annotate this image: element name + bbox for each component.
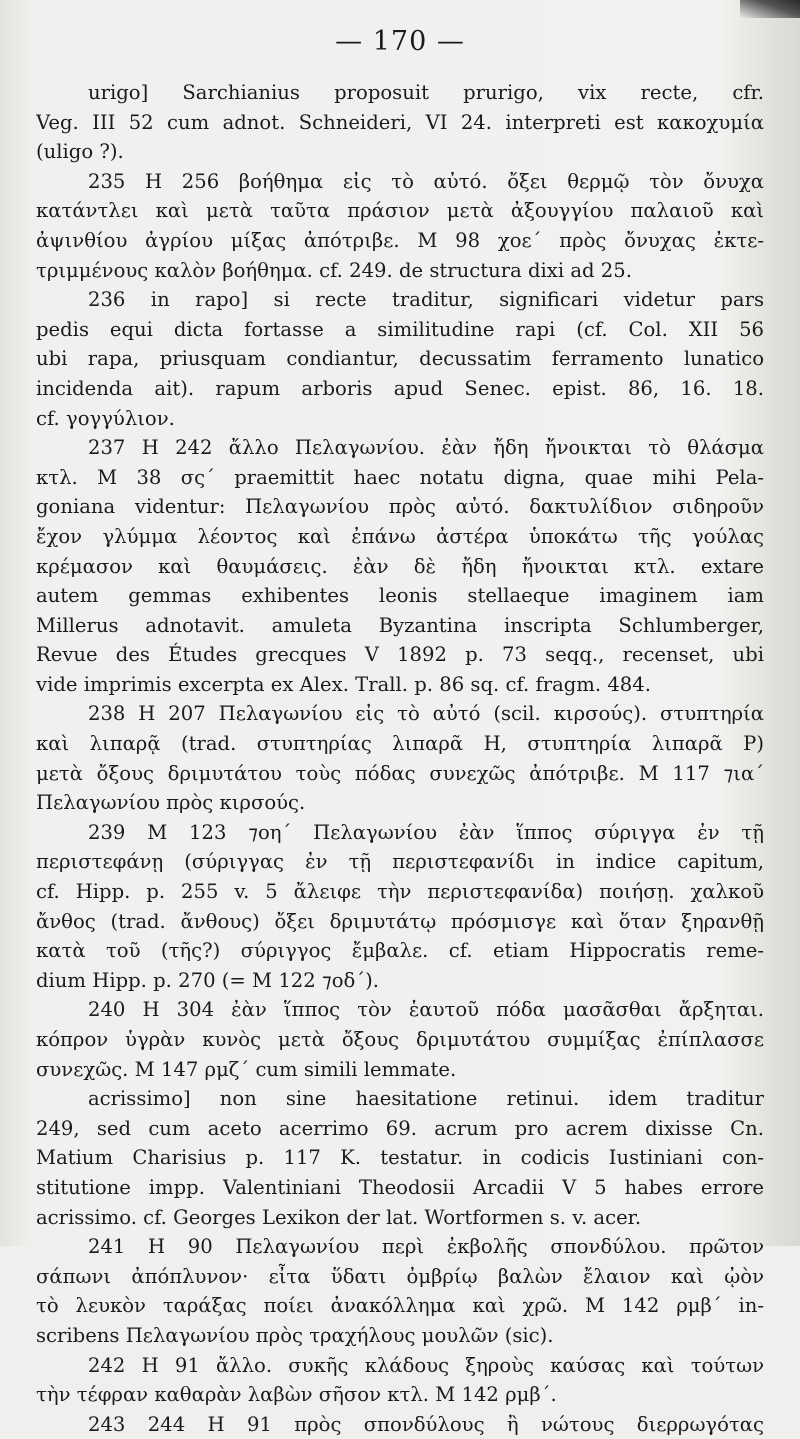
text-line: stitutione impp. Valentiniani Theodosii Arcadii V 5 habes errore [36,1175,764,1199]
text-line: μετὰ ὄξους δριμυτάτου τοὺς πόδας συνεχῶς ἀπότριβε. Μ 117 ⁊ια´ [36,761,764,785]
page-number: — 170 — [335,26,465,57]
text-line: incidenda ait). rapum arboris apud Senec. epist. 86, 16. 18. [36,376,764,400]
text-line: ubi rapa, priusquam condiantur, decussatim ferramento lunatico [36,347,764,371]
text-line: acrissimo. cf. Georges Lexikon der lat. Wortformen s. v. acer. [36,1205,642,1229]
text-line: κατάντλει καὶ μετὰ ταῦτα πράσιον μετὰ ἀξουγγίου παλαιοῦ καὶ [36,199,764,223]
text-line: autem gemmas exhibentes leonis stellaeque imaginem iam [36,584,764,608]
text-line: 243 244 Η 91 πρὸς σπονδύλους ἢ νώτους διερρωγότας [88,1412,764,1436]
text-line: κρέμασον καὶ θαυμάσεις. ἐὰν δὲ ἤδη ἤνοικται κτλ. extare [36,554,764,578]
text-line: σάπωνι ἀπόπλυνον· εἶτα ὕδατι ὀμβρίῳ βαλὼν ἔλαιον καὶ ᾠὸν [36,1264,764,1288]
text-line: 238 Η 207 Πελαγωνίου εἰς τὸ αὐτό (scil. κιρσούς). στυπτηρία [88,702,764,726]
text-line: τριμμένους καλὸν βοήθημα. cf. 249. de structura dixi ad 25. [36,258,632,282]
text-line: acrissimo] non sine haesitatione retinui. idem traditur [88,1087,764,1111]
text-line: καὶ λιπαρᾷ (trad. στυπτηρίας λιπαρᾶ Η, στυπτηρία λιπαρᾶ Ρ) [36,732,764,756]
text-line: dium Hipp. p. 270 (= Μ 122 ⁊οδ´). [36,968,379,992]
text-line: τὴν τέφραν καθαρὰν λαβὼν σῆσον κτλ. Μ 142 ρμβ´. [36,1383,557,1407]
text-line: Millerus adnotavit. amuleta Byzantina inscripta Schlumberger, [36,613,764,637]
text-line: ἔχον γλύμμα λέοντος καὶ ἐπάνω ἀστέρα ὑποκάτω τῆς γούλας [36,524,764,548]
text-line: 240 Η 304 ἐὰν ἵππος τὸν ἑαυτοῦ πόδα μασᾶσθαι ἄρξηται. [88,998,764,1022]
text-line: Veg. III 52 cum adnot. Schneideri, VI 24. interpreti est κακοχυμία [36,110,764,134]
text-line: ἀψινθίου ἀγρίου μίξας ἀπότριβε. Μ 98 χοε´ πρὸς ὄνυχας ἐκτε- [36,228,764,252]
text-line: περιστεφάνῃ (σύριγγας ἐν τῇ περιστεφανίδι in indice capitum, [36,850,764,874]
commentary-text [36,78,764,1439]
text-line: κτλ. Μ 38 σς´ praemittit haec notatu digna, quae mihi Pela- [36,465,764,489]
text-line: pedis equi dicta fortasse a similitudine rapi (cf. Col. XII 56 [36,317,764,341]
text-line: cf. γογγύλιον. [36,406,175,430]
text-line: urigo] Sarchianius proposuit prurigo, vix recte, cfr. [88,81,764,104]
text-line: vide imprimis excerpta ex Alex. Trall. p. 86 sq. cf. fragm. 484. [36,672,651,696]
text-line: (uligo ?). [36,140,124,164]
text-line: τὸ λευκὸν ταράξας ποίει ἀνακόλλημα καὶ χρῶ. Μ 142 ρμβ´ in- [36,1294,764,1318]
text-line: 241 Η 90 Πελαγωνίου περὶ ἐκβολῆς σπονδύλου. πρῶτον [88,1235,764,1259]
text-line: ἄνθος (trad. ἄνθους) ὄξει δριμυτάτῳ πρόσμισγε καὶ ὅταν ξηρανθῇ [36,909,764,933]
text-line: 236 in rapo] si recte traditur, significari videtur pars [88,288,764,312]
text-line: goniana videntur: Πελαγωνίου πρὸς αὐτό. δακτυλίδιον σιδηροῦν [36,495,764,519]
text-line: 239 Μ 123 ⁊οη´ Πελαγωνίου ἐὰν ἵππος σύριγγα ἐν τῇ [88,820,764,844]
text-line: συνεχῶς. Μ 147 ρμζ´ cum simili lemmate. [36,1057,457,1081]
text-line: 237 Η 242 ἄλλο Πελαγωνίου. ἐὰν ἤδη ἤνοικται τὸ θλάσμα [88,436,764,460]
text-line: 249, sed cum aceto acerrimo 69. acrum pro acrem dixisse Cn. [36,1116,764,1140]
scan-corner-shadow [740,0,800,18]
text-line: Revue des Études grecques V 1892 p. 73 seqq., recenset, ubi [36,643,764,667]
text-line: Πελαγωνίου πρὸς κιρσούς. [36,791,306,815]
text-line: κατὰ τοῦ (τῆς?) σύριγγος ἔμβαλε. cf. etiam Hippocratis reme- [36,939,764,963]
text-line: Matium Charisius p. 117 K. testatur. in codicis Iustiniani con- [36,1146,764,1170]
text-line: scribens Πελαγωνίου πρὸς τραχήλους μουλῶν (sic). [36,1323,554,1347]
text-line: cf. Hipp. p. 255 v. 5 ἄλειφε τὴν περιστεφανίδα) ποιήσῃ. χαλκοῦ [36,880,764,904]
text-line: 242 Η 91 ἄλλο. συκῆς κλάδους ξηροὺς καύσας καὶ τούτων [88,1353,764,1377]
text-line: κόπρον ὑγρὰν κυνὸς μετὰ ὄξους δριμυτάτου συμμίξας ἐπίπλασσε [36,1028,764,1051]
text-line: 235 Η 256 βοήθημα εἰς τὸ αὐτό. ὄξει θερμῷ τὸν ὄνυχα [88,169,764,193]
